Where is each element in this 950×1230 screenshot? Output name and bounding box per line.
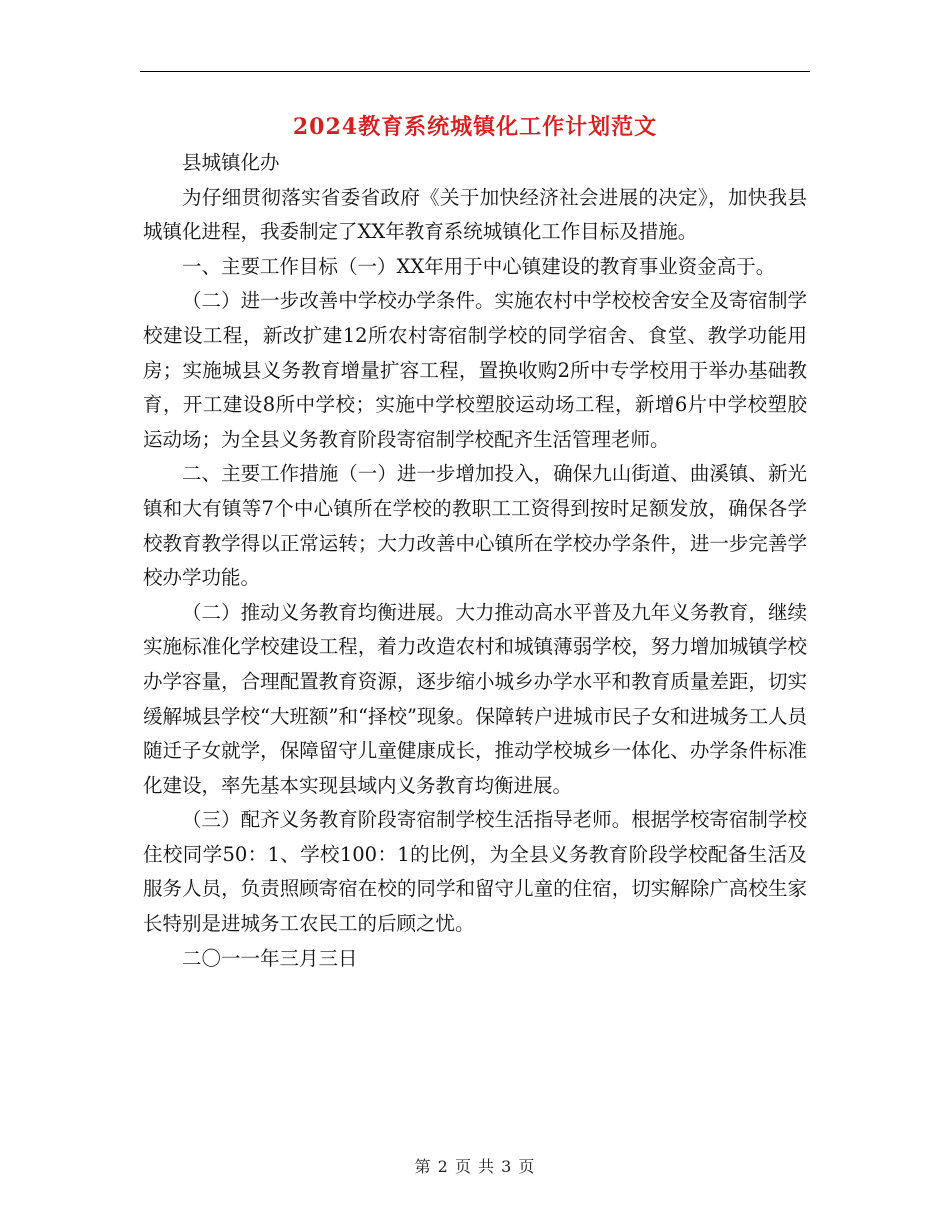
paragraph-issuer: 县城镇化办 [182,151,280,174]
header-rule [140,71,810,72]
document-body [143,146,807,976]
paragraph-intro: 为仔细贯彻落实省委省政府《关于加快经济社会进展的决定》，加快我县城镇化进程，我委制定了XX年教育系统城镇化工作目标及措施。 [143,185,807,244]
document-title: 2024教育系统城镇化工作计划范文 [292,114,658,140]
paragraph-measure-3: （三）配齐义务教育阶段寄宿制学校生活指导老师。根据学校寄宿制学校住校同学50：1、学校100：1的比例，为全县义务教育阶段学校配备生活及服务人员，负责照顾寄宿在校的同学和留守儿童的住宿，切实解除广高校生家长特别是进城务工农民工的后顾之忧。 [143,808,807,936]
paragraph-goal-1: 一、主要工作目标（一）XX年用于中心镇建设的教育事业资金高于。 [182,254,776,278]
paragraph-date: 二〇一一年三月三日 [182,946,358,970]
paragraph-measure-1: 二、主要工作措施（一）进一步增加投入，确保九山街道、曲溪镇、新光镇和大有镇等7个中心镇所在学校的教职工工资得到按时足额发放，确保各学校教育教学得以正常运转；大力改善中心镇所在学校办学条件，进一步完善学校办学功能。 [143,462,807,590]
paragraph-measure-2: （二）推动义务教育均衡进展。大力推动高水平普及九年义务教育，继续实施标准化学校建设工程，着力改造农村和城镇薄弱学校，努力增加城镇学校办学容量，合理配置教育资源，逐步缩小城乡办学水平和教育质量差距，切实缓解城县学校“大班额”和“择校”现象。保障转户进城市民子女和进城务工人员随迁子女就学，保障留守儿童健康成长，推动学校城乡一体化、办学条件标准化建设，率先基本实现县域内义务教育均衡进展。 [143,600,807,797]
page-footer [0,1154,950,1177]
paragraph-goal-2: （二）进一步改善中学校办学条件。实施农村中学校校舍安全及寄宿制学校建设工程，新改扩建12所农村寄宿制学校的同学宿舍、食堂、教学功能用房；实施城县义务教育增量扩容工程，置换收购2所中专学校用于举办基础教育，开工建设8所中学校；实施中学校塑胶运动场工程，新增6片中学校塑胶运动场；为全县义务教育阶段寄宿制学校配齐生活管理老师。 [143,289,807,451]
page-number: 第 2 页 共 3 页 [414,1157,536,1176]
